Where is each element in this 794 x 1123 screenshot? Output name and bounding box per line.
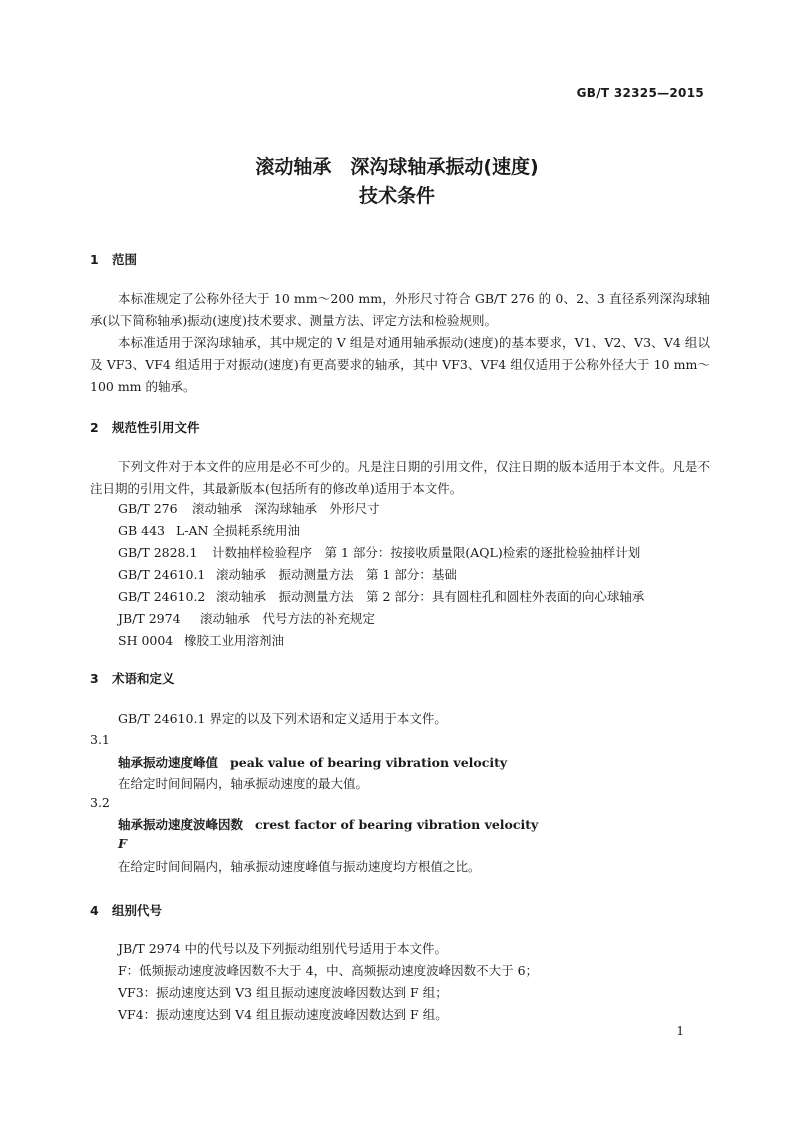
- reference-item: [118, 521, 300, 539]
- reference-code: GB 443: [118, 523, 166, 538]
- reference-item: [118, 565, 457, 583]
- scope-paragraph-2: 本标准适用于深沟球轴承，其中规定的 V 组是对通用轴承振动(速度)的基本要求，V1、V2、V3、V4 组以及 VF3、VF4 组适用于对振动(速度)有更高要求的轴承，其中 VF3、VF4 组仅适用于公称外径大于 10 mm～100 mm 的轴承。: [90, 335, 710, 394]
- reference-title: 滚动轴承 振动测量方法 第 1 部分：基础: [216, 567, 457, 582]
- scope-paragraph-1: 本标准规定了公称外径大于 10 mm～200 mm，外形尺寸符合 GB/T 276 的 0、2、3 直径系列深沟球轴承(以下简称轴承)振动(速度)技术要求、测量方法、评定方法和检验规则。: [90, 291, 710, 328]
- section-title: 范围: [112, 252, 138, 267]
- term-chinese: 轴承振动速度波峰因数: [118, 817, 244, 832]
- reference-title: 计数抽样检验程序 第 1 部分：按接收质量限(AQL)检索的逐批检验抽样计划: [212, 545, 641, 560]
- term-entry: [118, 815, 538, 833]
- reference-code: GB/T 24610.2: [118, 589, 206, 604]
- section-number: 1: [90, 252, 99, 267]
- terms-intro: GB/T 24610.1 界定的以及下列术语和定义适用于本文件。: [118, 711, 447, 726]
- group-code-line: VF3：振动速度达到 V3 组且振动速度波峰因数达到 F 组；: [118, 985, 448, 1000]
- section-title: 术语和定义: [112, 671, 175, 686]
- reference-item: [118, 587, 644, 605]
- reference-code: JB/T 2974: [118, 611, 181, 626]
- term-english: peak value of bearing vibration velocity: [230, 755, 508, 770]
- section-number: 4: [90, 903, 99, 918]
- term-english: crest factor of bearing vibration velocity: [255, 817, 539, 832]
- term-definition: 在给定时间间隔内，轴承振动速度的最大值。: [118, 776, 369, 791]
- references-intro: 下列文件对于本文件的应用是必不可少的。凡是注日期的引用文件，仅注日期的版本适用于本文件。凡是不注日期的引用文件，其最新版本(包括所有的修改单)适用于本文件。: [90, 459, 710, 496]
- reference-title: 滚动轴承 振动测量方法 第 2 部分：具有圆柱孔和圆柱外表面的向心球轴承: [216, 589, 645, 604]
- group-code-line: F：低频振动速度波峰因数不大于 4，中、高频振动速度波峰因数不大于 6；: [118, 963, 539, 978]
- reference-code: GB/T 2828.1: [118, 545, 198, 560]
- reference-title: L-AN 全损耗系统用油: [176, 523, 300, 538]
- page-number: 1: [676, 1024, 684, 1038]
- reference-code: SH 0004: [118, 633, 174, 648]
- document-title-line2: 技术条件: [358, 185, 435, 207]
- section-heading-group-codes: [90, 901, 162, 919]
- group-code-line: JB/T 2974 中的代号以及下列振动组别代号适用于本文件。: [118, 941, 448, 956]
- section-title: 规范性引用文件: [112, 420, 200, 435]
- reference-item: [118, 609, 375, 627]
- section-number: 2: [90, 420, 99, 435]
- term-number: 3.1: [90, 732, 110, 747]
- term-symbol: F: [118, 836, 127, 851]
- reference-code: GB/T 24610.1: [118, 567, 206, 582]
- reference-item: [118, 499, 380, 517]
- term-number: 3.2: [90, 795, 110, 810]
- reference-item: [118, 631, 284, 649]
- reference-title: 滚动轴承 深沟球轴承 外形尺寸: [192, 501, 380, 516]
- section-heading-normative-references: [90, 418, 200, 436]
- section-heading-scope: [90, 250, 137, 268]
- term-entry: [118, 753, 507, 771]
- term-chinese: 轴承振动速度峰值: [118, 755, 219, 770]
- reference-code: GB/T 276: [118, 501, 178, 516]
- standard-number: GB/T 32325—2015: [576, 86, 704, 100]
- section-title: 组别代号: [112, 903, 163, 918]
- reference-title: 滚动轴承 代号方法的补充规定: [200, 611, 376, 626]
- section-heading-terms: [90, 669, 175, 687]
- term-definition: 在给定时间间隔内，轴承振动速度峰值与振动速度均方根值之比。: [118, 859, 481, 874]
- reference-title: 橡胶工业用溶剂油: [184, 633, 285, 648]
- group-code-line: VF4：振动速度达到 V4 组且振动速度波峰因数达到 F 组。: [118, 1007, 448, 1022]
- section-number: 3: [90, 671, 99, 686]
- reference-item: [118, 543, 640, 561]
- document-title-line1: 滚动轴承 深沟球轴承振动(速度): [255, 156, 539, 178]
